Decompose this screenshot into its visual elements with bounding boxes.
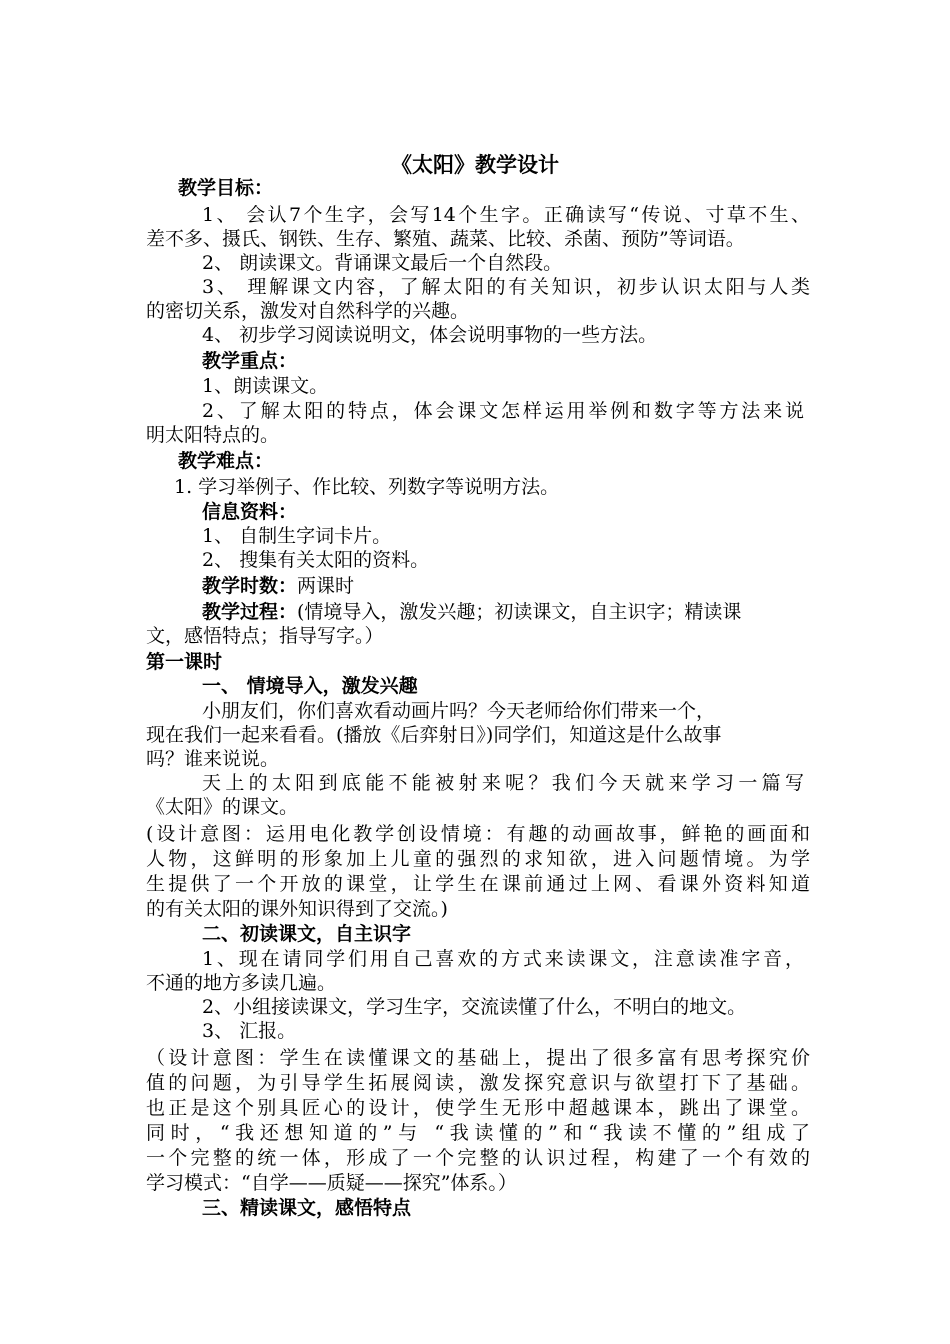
section-2-design-line-4: 同时，“我还想知道的”与 “我读懂的”和“我读不懂的”组成了 xyxy=(146,1122,810,1144)
teaching-hours xyxy=(202,574,866,598)
section-2-heading: 二、初读课文，自主识字 xyxy=(202,923,412,945)
section-2-para-1-line-1: 1、现在请同学们用自己喜欢的方式来读课文，注意读准字音， xyxy=(202,948,804,970)
section-2-design-line-3: 也正是这个别具匠心的设计，使学生无形中超越课本，跳出了课堂。 xyxy=(146,1097,810,1119)
key-point-1: 1、朗读课文。 xyxy=(202,375,329,397)
section-2-design-line-6: 学习模式：“自学——质疑——探究”体系。） xyxy=(146,1172,517,1194)
difficulties-heading: 教学难点： xyxy=(178,450,274,472)
section-2-para-1-line-2: 不通的地方多读几遍。 xyxy=(146,972,337,994)
goal-item-3-line-2: 的密切关系，激发对自然科学的兴趣。 xyxy=(146,300,470,322)
teaching-hours-value: 两课时 xyxy=(297,575,355,597)
process-line-1 xyxy=(202,600,866,624)
teaching-hours-label: 教学时数： xyxy=(202,575,298,597)
key-points-heading: 教学重点： xyxy=(202,350,298,372)
goal-item-1-line-1: 1、 会认7个生字，会写14个生字。正确读写“传说、寸草不生、 xyxy=(202,204,810,226)
section-1-design-line-2: 人物，这鲜明的形象加上儿童的强烈的求知欲，进入问题情境。为学 xyxy=(146,848,810,870)
process-heading: 教学过程： xyxy=(202,601,298,623)
section-1-design-line-4: 的有关太阳的课外知识得到了交流。) xyxy=(146,898,448,920)
key-point-2-line-1: 2、了解太阳的特点，体会课文怎样运用举例和数字等方法来说 xyxy=(202,400,804,422)
section-1-para-2-line-1: 天上的太阳到底能不能被射来呢？我们今天就来学习一篇写 xyxy=(202,772,804,794)
process-line-2: 文，感悟特点；指导写字。） xyxy=(146,625,384,647)
section-2-design-line-1: （设计意图：学生在读懂课文的基础上，提出了很多富有思考探究价 xyxy=(146,1047,810,1069)
materials-heading: 信息资料： xyxy=(202,501,298,523)
section-2-para-2: 2、小组接读课文，学习生字，交流读懂了什么，不明白的地文。 xyxy=(202,996,747,1018)
section-1-heading: 一、 情境导入，激发兴趣 xyxy=(202,675,418,697)
section-2-design-line-2: 值的问题，为引导学生拓展阅读，激发探究意识与欲望打下了基础。 xyxy=(146,1072,810,1094)
goal-item-3-line-1: 3、 理解课文内容，了解太阳的有关知识，初步认识太阳与人类 xyxy=(202,276,810,298)
section-1-para-1-line-2: 现在我们一起来看看。(播放《后弈射日》)同学们，知道这是什么故事 xyxy=(146,724,722,746)
section-1-design-line-3: 生提供了一个开放的课堂，让学生在课前通过上网、看课外资料知道 xyxy=(146,873,810,895)
process-summary: (情境导入，激发兴趣；初读课文，自主识字；精读课 xyxy=(297,601,742,623)
section-1-para-2-line-2: 《太阳》的课文。 xyxy=(146,796,299,818)
document-title: 《太阳》教学设计 xyxy=(391,152,559,177)
material-1: 1、 自制生字词卡片。 xyxy=(202,525,392,547)
lesson-1-heading: 第一课时 xyxy=(146,651,223,673)
goal-item-4: 4、 初步学习阅读说明文，体会说明事物的一些方法。 xyxy=(202,324,658,346)
section-2-design-line-5: 一个完整的统一体，形成了一个完整的认识过程，构建了一个有效的 xyxy=(146,1147,810,1169)
goal-item-1-line-2: 差不多、摄氏、钢铁、生存、繁殖、蔬菜、比较、杀菌、预防”等词语。 xyxy=(146,228,745,250)
difficulty-1: 1. 学习举例子、作比较、列数字等说明方法。 xyxy=(174,476,560,498)
material-2: 2、 搜集有关太阳的资料。 xyxy=(202,549,430,571)
section-3-heading: 三、精读课文，感悟特点 xyxy=(202,1197,412,1219)
section-2-para-3: 3、 汇报。 xyxy=(202,1020,297,1042)
section-1-design-line-1: (设计意图：运用电化教学创设情境：有趣的动画故事，鲜艳的画面和 xyxy=(146,823,810,845)
goal-item-2: 2、 朗读课文。背诵课文最后一个自然段。 xyxy=(202,252,563,274)
key-point-2-line-2: 明太阳特点的。 xyxy=(146,424,280,446)
goals-heading: 教学目标： xyxy=(178,177,274,199)
section-1-para-1-line-1: 小朋友们，你们喜欢看动画片吗？今天老师给你们带来一个， xyxy=(202,700,716,722)
section-1-para-1-line-3: 吗？谁来说说。 xyxy=(146,748,280,770)
